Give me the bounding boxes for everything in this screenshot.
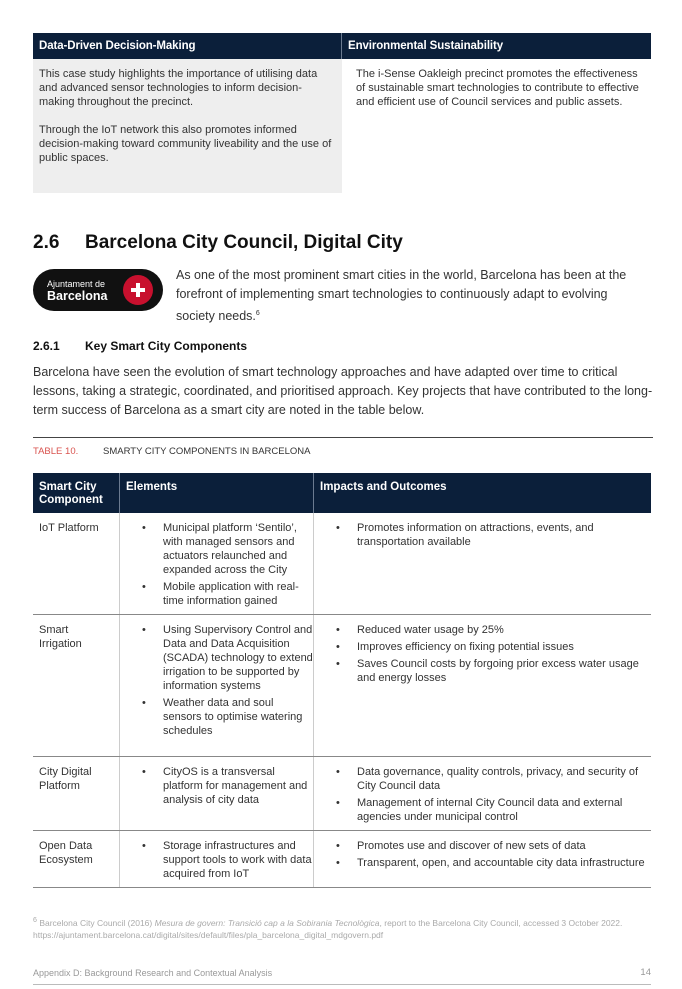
- element-item: • CityOS is a transversal platform for management and analysis of city data: [120, 765, 313, 807]
- footer-title: Appendix D: Background Research and Contextual Analysis: [33, 968, 273, 978]
- element-item: • Municipal platform ‘Sentilo’, with managed sensors and actuators relaunched and expanded across the City: [120, 521, 313, 577]
- section-heading: [33, 232, 403, 254]
- logo-line-2: Barcelona: [47, 289, 108, 303]
- subsection-title: Key Smart City Components: [85, 339, 248, 353]
- impact-item: • Saves Council costs by forgoing prior excess water usage and energy losses: [314, 657, 651, 685]
- top-table-header: [33, 33, 651, 59]
- subsection-paragraph: Barcelona have seen the evolution of smart technology approaches and have adapted over time to critical lessons, taking a strategic, coordinated, and prioritised approach. Key projects that have contributed to the long-term success of Barcelona as a smart city are noted in the table below.: [33, 365, 653, 417]
- footnote-suffix: , report to the Barcelona City Council, accessed 3 October 2022. https://ajuntament.barcelona.cat/digital/sites/default/files/pla_barcelona_digital_mdgovern.pdf: [33, 917, 623, 940]
- row-component: City Digital Platform: [33, 757, 120, 830]
- impact-item: • Promotes information on attractions, events, and transportation available: [314, 521, 651, 549]
- table-row: [33, 513, 651, 615]
- header-environmental: Environmental Sustainability: [348, 40, 504, 52]
- subsection-number: 2.6.1: [33, 339, 60, 353]
- section-number: 2.6: [33, 232, 60, 253]
- top-table-body: [33, 59, 651, 193]
- impact-item: • Transparent, open, and accountable city data infrastructure: [314, 856, 651, 870]
- section-intro: [176, 266, 646, 326]
- page-number: 14: [640, 967, 651, 978]
- footnote-ref: 6: [33, 916, 37, 924]
- components-table-header: [33, 473, 651, 513]
- row-component: Open Data Ecosystem: [33, 831, 120, 887]
- impact-item: • Improves efficiency on fixing potential issues: [314, 640, 651, 654]
- barcelona-logo: [33, 269, 163, 311]
- row-component: Smart Irrigation: [33, 615, 120, 756]
- footer-rule: [33, 984, 651, 985]
- impact-item: • Reduced water usage by 25%: [314, 623, 651, 637]
- table-row: [33, 615, 651, 757]
- intro-footnote-ref: 6: [255, 310, 260, 317]
- top-table: [33, 33, 651, 193]
- impact-item: • Promotes use and discover of new sets of data: [314, 839, 651, 853]
- data-driven-paragraph-2: Through the IoT network this also promotes informed decision-making toward community liveability and the use of public spaces.: [39, 124, 332, 164]
- logo-line-1: Ajuntament de: [47, 279, 106, 289]
- impact-item: • Management of internal City Council data and external agencies under municipal control: [314, 796, 651, 824]
- header-component: Smart City Component: [33, 473, 120, 513]
- header-elements: Elements: [120, 473, 314, 513]
- subsection-heading: [33, 339, 247, 353]
- environmental-paragraph: The i-Sense Oakleigh precinct promotes the effectiveness of sustainable smart technologies to contribute to effective and efficient use of Council services and public assets.: [356, 68, 639, 108]
- footnote-prefix: Barcelona City Council (2016): [39, 917, 153, 928]
- footnote: [33, 914, 653, 941]
- barcelona-seal-icon: [123, 275, 153, 305]
- table-row: [33, 757, 651, 831]
- environmental-cell: [342, 59, 651, 193]
- element-item: • Weather data and soul sensors to optimise watering schedules: [120, 696, 313, 738]
- intro-text: As one of the most prominent smart cities in the world, Barcelona has been at the forefront of implementing smart technologies to continuously adapt to evolving society needs.: [176, 268, 627, 324]
- element-item: • Mobile application with real-time information gained: [120, 580, 313, 608]
- element-item: • Using Supervisory Control and Data and Data Acquisition (SCADA) technology to extend irrigation to be supported by information systems: [120, 623, 313, 693]
- table-row: [33, 831, 651, 888]
- footnote-title: Mesura de govern: Transició cap a la Sobirania Tecnològica: [154, 917, 380, 928]
- header-data-driven: Data-Driven Decision-Making: [33, 33, 342, 59]
- caption-text: SMARTY CITY COMPONENTS IN BARCELONA: [103, 446, 311, 457]
- section-title: Barcelona City Council, Digital City: [85, 232, 403, 253]
- data-driven-cell: [33, 59, 342, 193]
- element-item: • Storage infrastructures and support tools to work with data acquired from IoT: [120, 839, 313, 881]
- data-driven-paragraph-1: This case study highlights the importance of utilising data and advanced sensor technologies to inform decision-making throughout the precinct.: [39, 68, 318, 108]
- table-caption: [33, 446, 310, 457]
- caption-rule: [33, 437, 653, 438]
- row-component: IoT Platform: [33, 513, 120, 614]
- components-table: [33, 473, 651, 888]
- header-impacts: Impacts and Outcomes: [320, 481, 447, 493]
- caption-label: TABLE 10.: [33, 446, 79, 457]
- impact-item: • Data governance, quality controls, privacy, and security of City Council data: [314, 765, 651, 793]
